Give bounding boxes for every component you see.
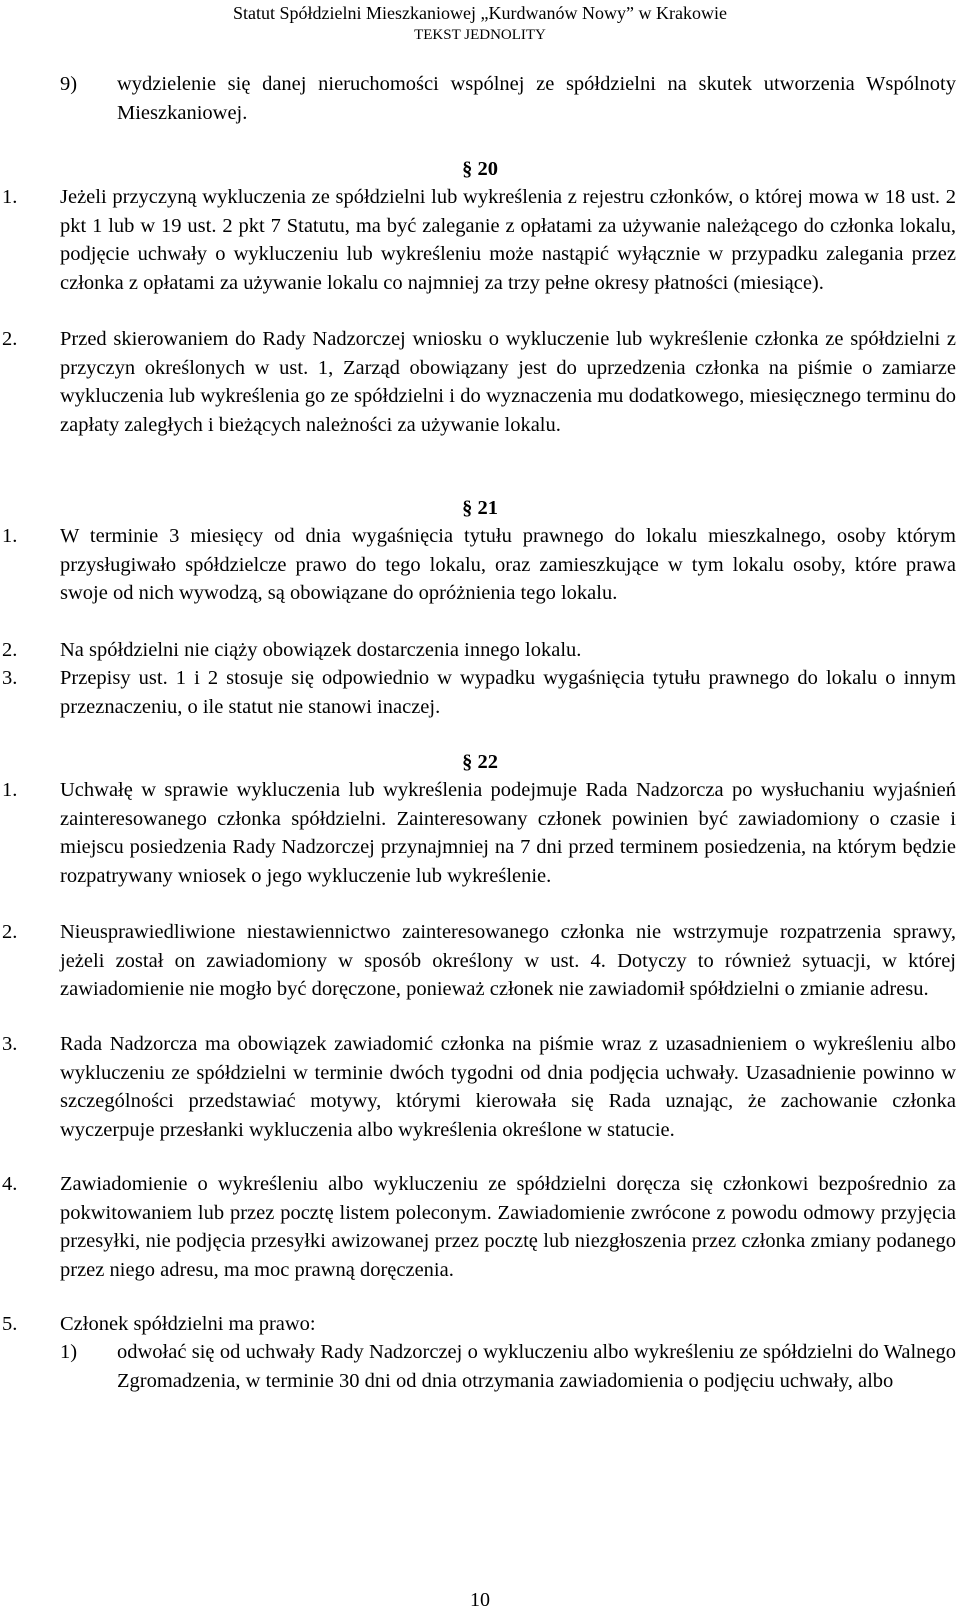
section-heading-21: § 21 <box>462 497 498 519</box>
list-item-text: Zawiadomienie o wykreśleniu albo wykluczeniu ze spółdzielni doręcza się członkowi bezpośrednio za pokwitowaniem lub przez pocztę listem poleconym. Zawiadomienie zwrócone z powodu odmowy przyjęcia przesyłki, nie podjęcia przesyłki awizowanej przez pocztę lub niezgłoszenia przez członka zmiany podanego przez niego adresu, ma moc prawną doręczenia. <box>60 1173 956 1281</box>
list-item-text: Członek spółdzielni ma prawo: <box>60 1313 316 1335</box>
list-item-text: W terminie 3 miesięcy od dnia wygaśnięcia tytułu prawnego do lokalu mieszkalnego, osoby którym przysługiwało spółdzielcze prawo do tego lokalu, oraz zamieszkujące w tym lokalu osoby, które prawa swoje od nich wywodzą, są obowiązane do opróżnienia tego lokalu. <box>60 525 956 605</box>
section-number: 22 <box>477 751 498 773</box>
sub-item-text: odwołać się od uchwały Rady Nadzorczej o wykluczeniu albo wykreśleniu ze spółdzielni do Walnego Zgromadzenia, w terminie 30 dni od dnia otrzymania zawiadomienia o podjęciu uchwały, albo <box>117 1341 956 1392</box>
list-item-text: Przed skierowaniem do Rady Nadzorczej wniosku o wykluczenie lub wykreślenie członka ze spółdzielni z przyczyn określonych w ust. 1, Zarząd obowiązany jest do uprzedzenia członka na piśmie o zamiarze wykluczenia lub wykreślenia go ze spółdzielni i do wyznaczenia mu dodatkowego, miesięcznego terminu do zapłaty zaległych i bieżących należności za używanie lokalu. <box>60 328 956 436</box>
intro-number: 9) <box>60 73 78 95</box>
page-number: 10 <box>470 1589 490 1611</box>
section-heading-22: § 22 <box>462 751 498 773</box>
section-number: 20 <box>477 158 498 180</box>
section-number: 21 <box>477 497 498 519</box>
list-item-number: 5. <box>2 1313 18 1335</box>
header-title: Statut Spółdzielni Mieszkaniowej „Kurdwanów Nowy” w Krakowie <box>233 3 727 23</box>
list-item-text: Rada Nadzorcza ma obowiązek zawiadomić członka na piśmie wraz z uzasadnieniem o wykreśleniu albo wykluczeniu ze spółdzielni w terminie dwóch tygodni od dnia podjęcia uchwały. Uzasadnienie powinno w szczególności przedstawiać motywy, którymi kierowała się Rada uznając, że zachowanie członka wyczerpuje przesłanki wykluczenia albo wykreślenia określone w statucie. <box>60 1033 956 1141</box>
list-item-number: 4. <box>2 1173 18 1195</box>
list-item-number: 3. <box>2 667 18 689</box>
intro-text: wydzielenie się danej nieruchomości wspólnej ze spółdzielni na skutek utworzenia Wspólnoty Mieszkaniowej. <box>117 73 956 124</box>
list-item-number: 1. <box>2 779 18 801</box>
list-item-text: Jeżeli przyczyną wykluczenia ze spółdzielni lub wykreślenia z rejestru członków, o której mowa w 18 ust. 2 pkt 1 lub w 19 ust. 2 pkt 7 Statutu, ma być zaleganie z opłatami za używanie należącego do członka lokalu, podjęcie uchwały o wykluczeniu lub wykreśleniu może nastąpić wyłącznie w przypadku zalegania przez członka z opłatami za używanie lokalu co najmniej za trzy pełne okresy płatności (miesiące). <box>60 186 956 294</box>
list-item-number: 3. <box>2 1033 18 1055</box>
list-item-text: Nieusprawiedliwione niestawiennictwo zainteresowanego członka nie wstrzymuje rozpatrzenia sprawy, jeżeli został on zawiadomiony w sposób określony w ust. 4. Dotyczy to również sytuacji, w której zawiadomienie nie mogło być doręczone, ponieważ członek nie zawiadomił spółdzielni o zmianie adresu. <box>60 921 956 1001</box>
document-header <box>0 2 960 45</box>
list-item-number: 2. <box>2 639 18 661</box>
header-subtitle: TEKST JEDNOLITY <box>414 27 546 43</box>
sub-item-number: 1) <box>60 1341 78 1363</box>
section-heading-20: § 20 <box>462 158 498 180</box>
list-item-number: 1. <box>2 525 18 547</box>
list-item-text: Uchwałę w sprawie wykluczenia lub wykreślenia podejmuje Rada Nadzorcza po wysłuchaniu wyjaśnień zainteresowanego członka spółdzielni. Zainteresowany członek powinien być zawiadomiony o czasie i miejscu posiedzenia Rady Nadzorczej przynajmniej na 7 dni przed terminem posiedzenia, na którym będzie rozpatrywany wniosek o jego wykluczenie lub wykreślenie. <box>60 779 956 887</box>
list-item-number: 1. <box>2 186 18 208</box>
list-item-text: Przepisy ust. 1 i 2 stosuje się odpowiednio w wypadku wygaśnięcia tytułu prawnego do lokalu o innym przeznaczeniu, o ile statut nie stanowi inaczej. <box>60 667 956 718</box>
list-item-text: Na spółdzielni nie ciąży obowiązek dostarczenia innego lokalu. <box>60 639 582 661</box>
list-item-number: 2. <box>2 328 18 350</box>
list-item-number: 2. <box>2 921 18 943</box>
